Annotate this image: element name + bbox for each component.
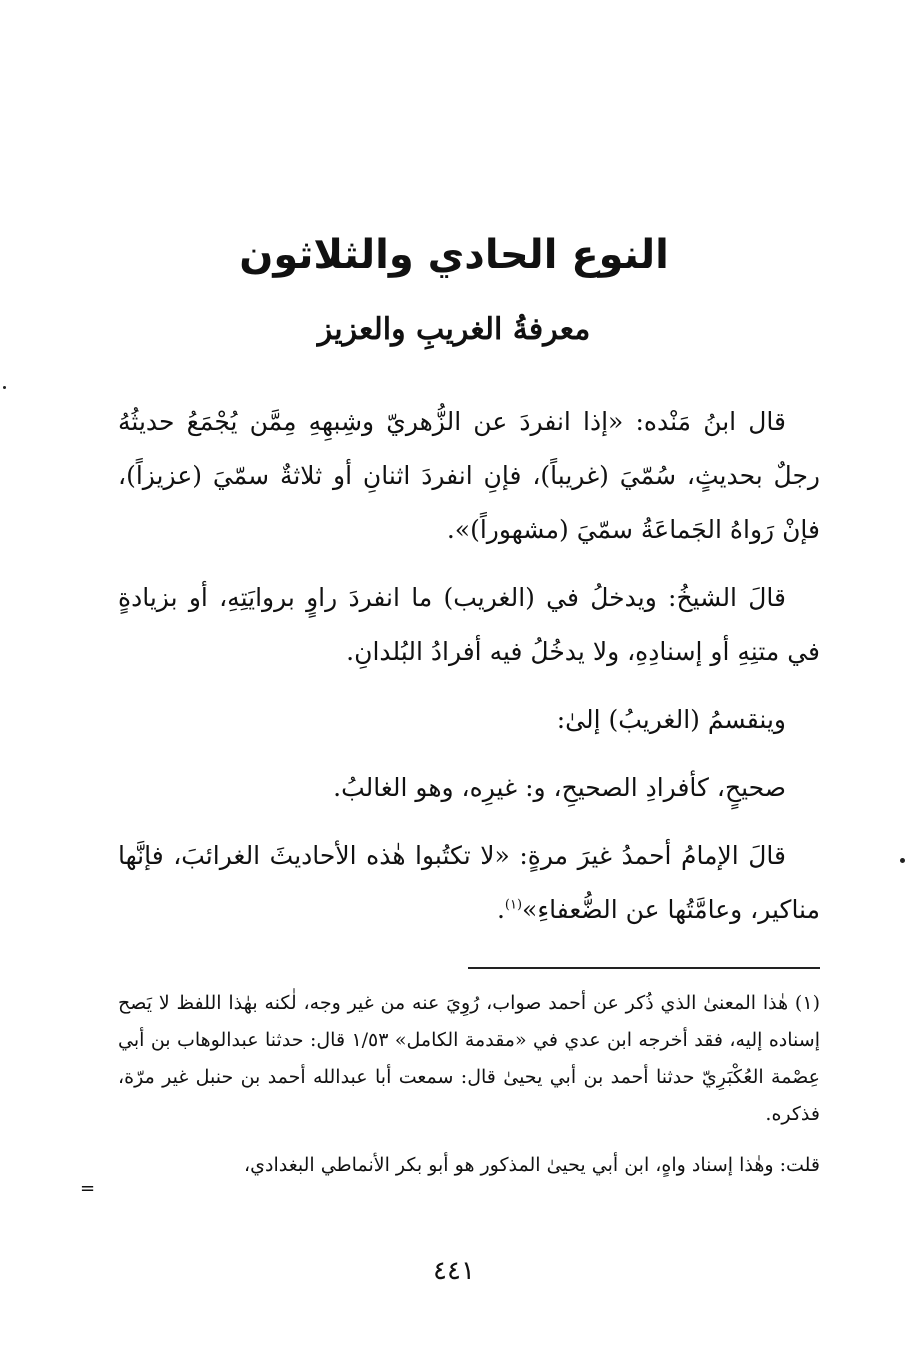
imam-ahmad-text: قالَ الإمامُ أحمدُ غيرَ مرةٍ: «لا تكتُبوا هٰذه الأحاديثَ الغرائبَ، فإنَّها مناكير، وعامَّتُها عن الضُّعفاءِ» [118, 841, 820, 924]
paragraph-sheikh: قالَ الشيخُ: ويدخلُ في (الغريب) ما انفردَ راوٍ بروايَتِهِ، أو بزيادةٍ في متنِهِ أو إسنادِهِ، ولا يدخُلُ فيه أفرادُ البُلدانِ. [118, 583, 820, 666]
paragraph-ibn-mandah: قال ابنُ مَنْده: «إذا انفردَ عن الزُّهريّ وشِبهِهِ مِمَّن يُجْمَعُ حديثُهُ رجلٌ بحديثٍ، سُمّيَ (غريباً)، فإنِ انفردَ اثنانِ أو ثلاثةٌ سمّيَ (عزيزاً)، فإنْ رَواهُ الجَماعَةُ سمّيَ (مشهوراً)». [118, 407, 820, 544]
chapter-subtitle: معرفةُ الغريبِ والعزيز [317, 312, 591, 347]
scan-speck [3, 386, 6, 389]
page-number: ٤٤١ [433, 1256, 475, 1286]
footnote-divider [468, 967, 820, 969]
scan-speck [900, 858, 905, 863]
footnote-1: (١) هٰذا المعنىٰ الذي ذُكر عن أحمد صواب، رُوِيَ عنه من غير وجه، لٰكنه بهٰذا اللفظ لا يَصح إسناده إليه، فقد أخرجه ابن عدي في «مقدمة الكامل» ١/٥٣ قال: حدثنا عبدالوهاب بن أبي عِصْمة العُكْبَرِيّ حدثنا أحمد بن أبي يحيىٰ قال: سمعت أبا عبدالله أحمد بن حنبل غير مرّة، فذكره. [118, 992, 820, 1125]
paragraph-types: صحيحٍ، كأفرادِ الصحيحِ، و: غيرِه، وهو الغالبُ. [333, 773, 786, 802]
chapter-title: النوع الحادي والثلاثون [239, 232, 669, 278]
footnote-continued: قلت: وهٰذا إسناد واهٍ، ابن أبي يحيىٰ المذكور هو أبو بكر الأنماطي البغدادي، [244, 1154, 820, 1176]
paragraph-division: وينقسمُ (الغريبُ) إلىٰ: [556, 705, 786, 734]
continuation-mark: = [80, 1178, 96, 1199]
footnote-reference[interactable]: (١) [504, 897, 523, 913]
paragraph-end: . [496, 895, 505, 924]
paragraph-imam-ahmad [118, 829, 820, 937]
main-text [118, 395, 820, 951]
footnotes [118, 985, 820, 1198]
